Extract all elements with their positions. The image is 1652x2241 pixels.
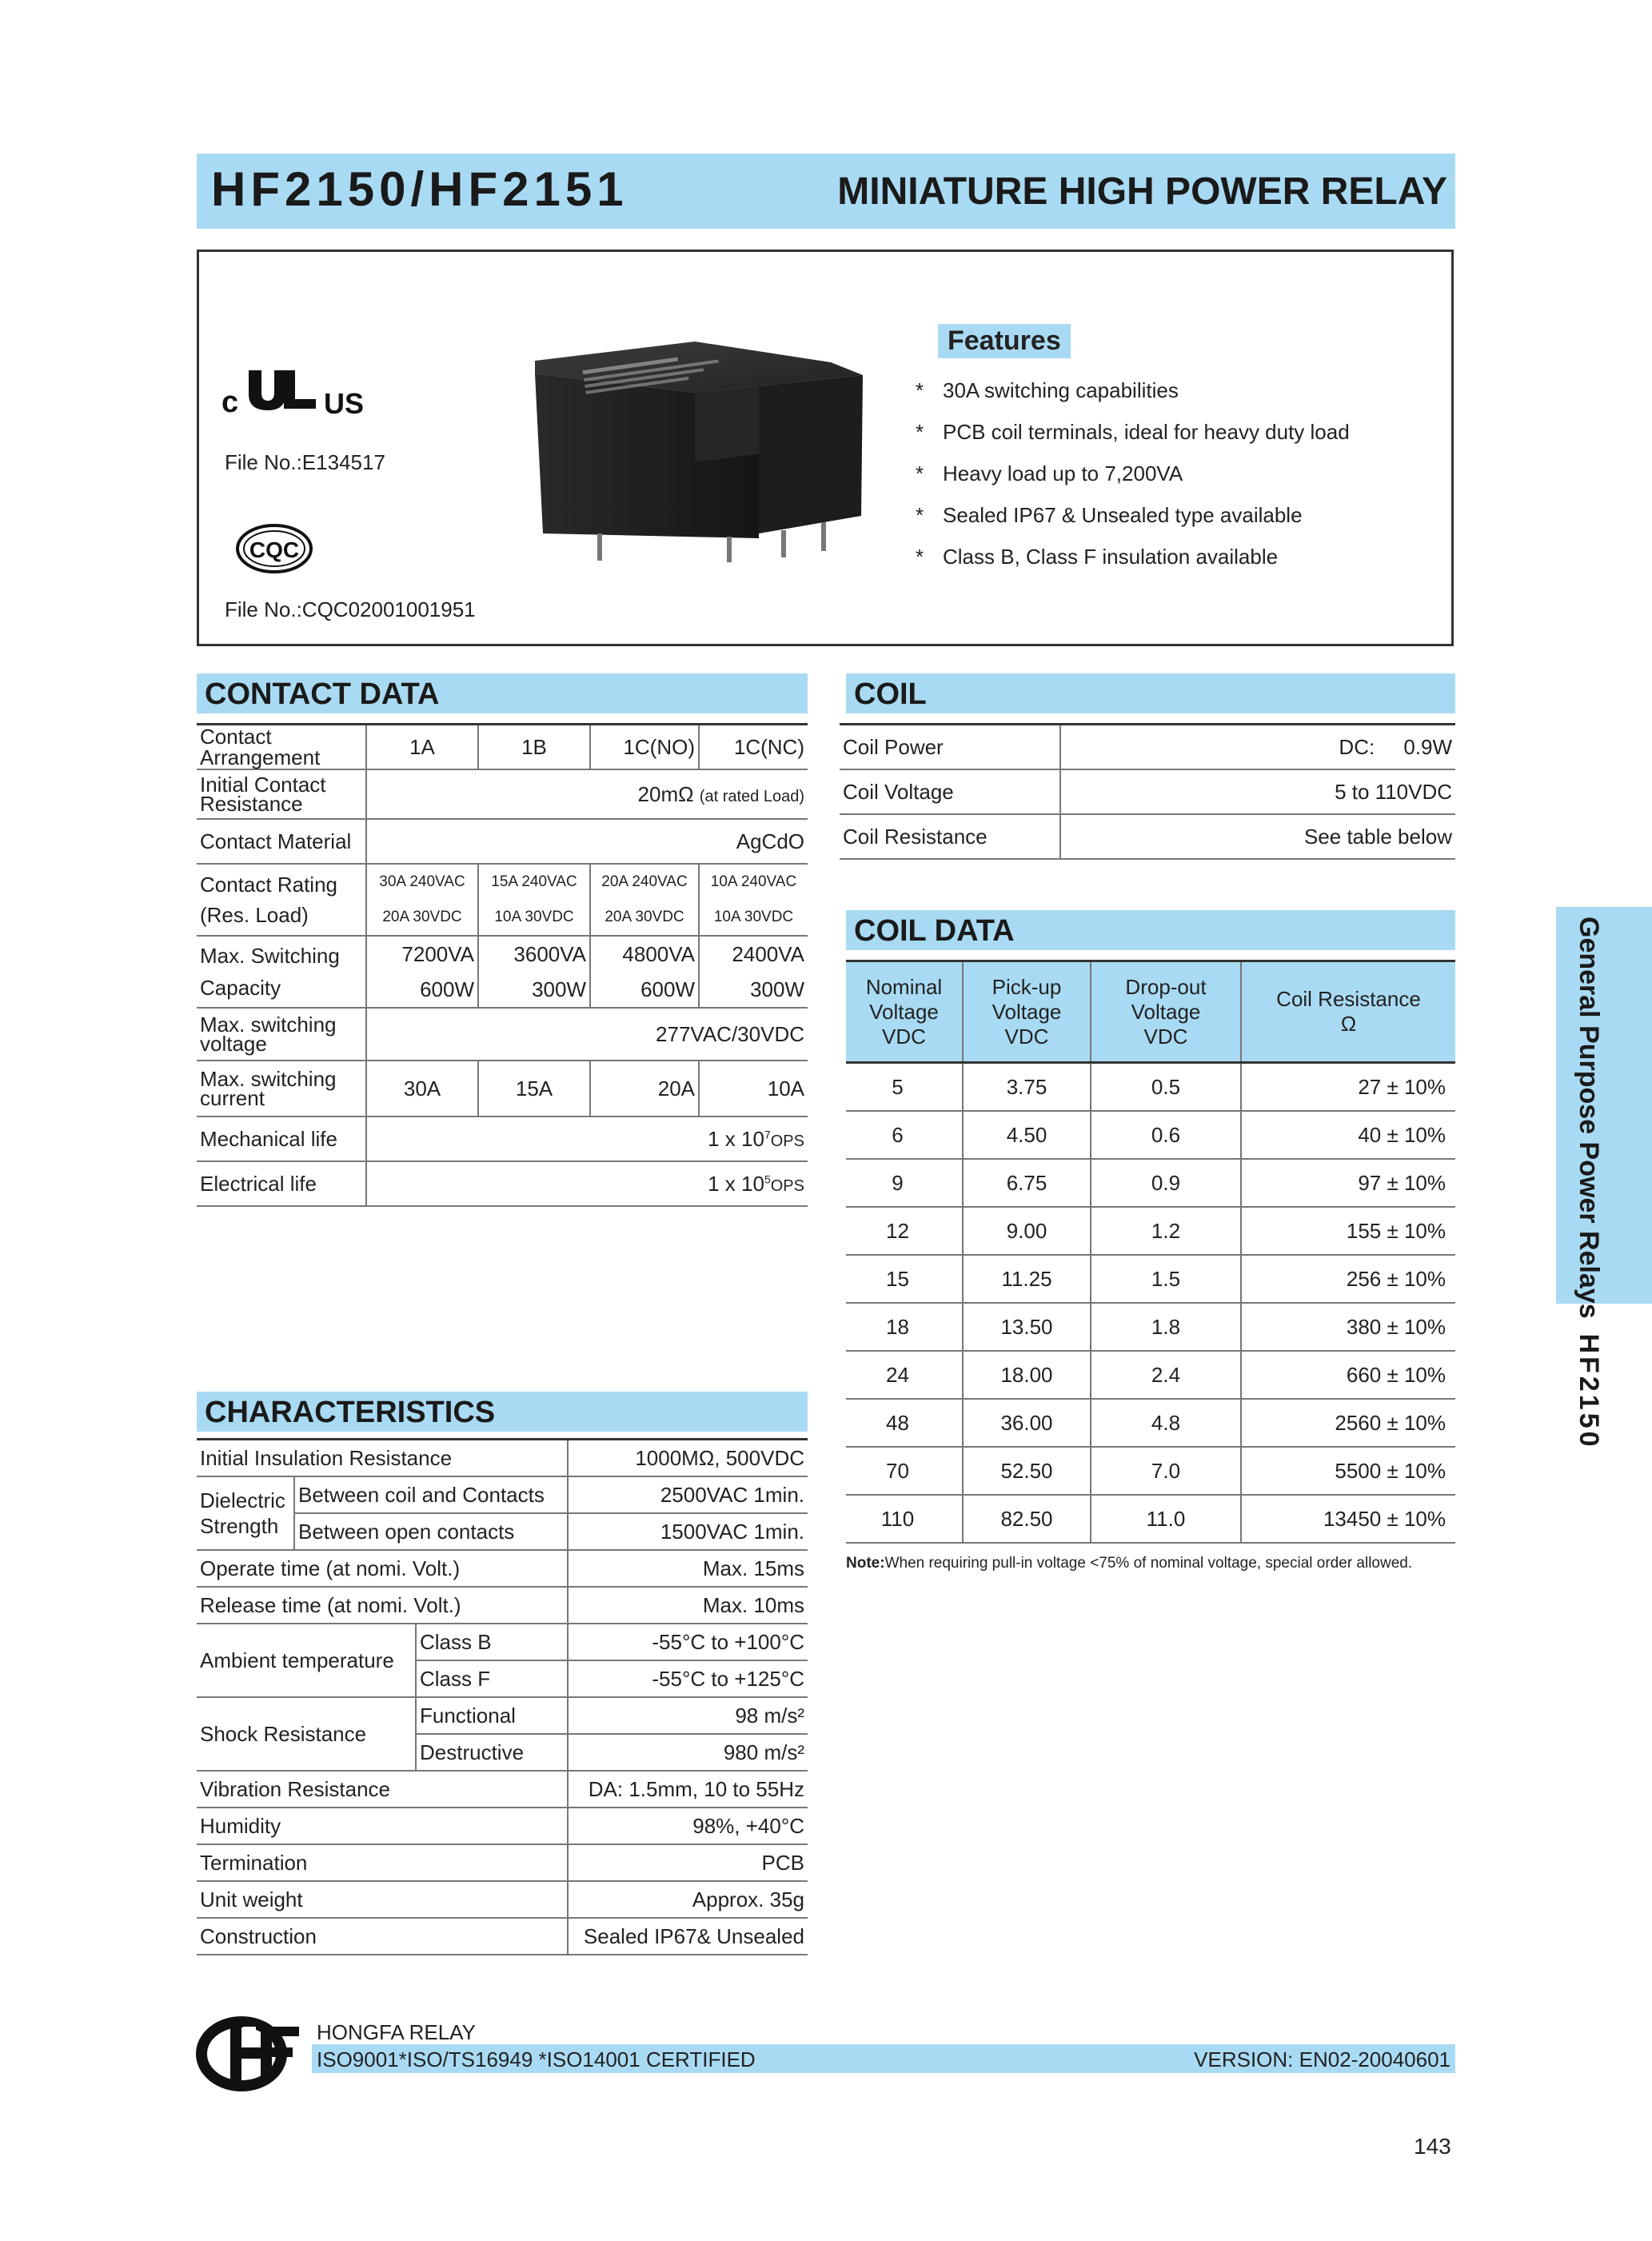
coil-data-cell: 0.6 [1091, 1111, 1241, 1159]
coil-data-cell: 256 ± 10% [1241, 1255, 1455, 1303]
characteristics-header: CHARACTERISTICS [197, 1392, 808, 1432]
feature-item: * Sealed IP67 & Unsealed type available [916, 503, 1303, 527]
feature-item: * PCB coil terminals, ideal for heavy duty load [916, 420, 1350, 444]
coil-data-cell: 27 ± 10% [1241, 1063, 1455, 1112]
coil-data-cell: 52.50 [963, 1447, 1091, 1495]
cqc-icon [234, 522, 314, 575]
coil-data-cell: 11.0 [1091, 1495, 1241, 1543]
coil-data-cell: 13450 ± 10% [1241, 1495, 1455, 1543]
coil-data-cell: 36.00 [963, 1399, 1091, 1447]
coil-data-cell: 155 ± 10% [1241, 1207, 1455, 1255]
coil-data-cell: 24 [846, 1351, 963, 1399]
max-capacity-label: Max. Switching Capacity [197, 936, 366, 1008]
coil-data-row [846, 1351, 1455, 1399]
coil-data-cell: 18 [846, 1303, 963, 1351]
coil-data-cell: 0.5 [1091, 1063, 1241, 1112]
coil-data-cell: 1.8 [1091, 1303, 1241, 1351]
coil-data-cell: 380 ± 10% [1241, 1303, 1455, 1351]
coil-header: COIL [846, 673, 1455, 713]
feature-item: * Class B, Class F insulation available [916, 545, 1279, 569]
ul-mark-c: c [221, 385, 239, 419]
feature-box [197, 250, 1454, 646]
coil-data-cell: 4.50 [963, 1111, 1091, 1159]
coil-data-row [846, 1111, 1455, 1159]
max-current-label: Max. switching current [197, 1061, 366, 1117]
mech-life-label: Mechanical life [197, 1117, 366, 1161]
coil-data-cell: 18.00 [963, 1351, 1091, 1399]
max-voltage-label: Max. switching voltage [197, 1008, 366, 1061]
coil-data-row [846, 1207, 1455, 1255]
coil-data-row [846, 1159, 1455, 1207]
characteristics-table: Initial Insulation Resistance 1000MΩ, 500VDC Dielectric Strength Between coil and Contacts 2500VAC 1min. Between open contacts 1500VAC 1min. Operate time (at nomi. Volt.) Max. 15ms Release time (at nomi. Volt.) Max. 10ms Ambient temperature Class B -55°C to +100°C Class F -55°C to +125°C Shock Resistance Functional 98 m/s² Destructive 980 m/s² Vibration Resistance DA: 1.5mm, 10 to 55Hz Humidity 98%, +40°C Termination PCB Unit weight Approx. 35g Construction Sealed IP67& Unsealed [197, 1438, 808, 1955]
col-pickup: Pick-up Voltage VDC [963, 961, 1091, 1063]
side-tab-text: General Purpose Power Relays HF2150 [1574, 917, 1604, 1450]
coil-note: Note:When requiring pull-in voltage <75% of nominal voltage, special order allowed. [846, 1555, 1413, 1572]
product-title: MINIATURE HIGH POWER RELAY [837, 170, 1447, 213]
contact-arrangement-label: Contact Arrangement [197, 725, 366, 770]
coil-data-cell: 0.9 [1091, 1159, 1241, 1207]
side-tab [1556, 907, 1652, 1450]
coil-data-cell: 110 [846, 1495, 963, 1543]
coil-data-cell: 1.5 [1091, 1255, 1241, 1303]
initial-resistance-label: Initial Contact Resistance [197, 769, 366, 819]
contact-rating-label: Contact Rating (Res. Load) [197, 864, 366, 936]
coil-data-cell: 97 ± 10% [1241, 1159, 1455, 1207]
coil-data-cell: 70 [846, 1447, 963, 1495]
coil-data-row [846, 1303, 1455, 1351]
ul-file-number: File No.:E134517 [225, 450, 385, 474]
feature-item: * Heavy load up to 7,200VA [916, 461, 1183, 485]
contact-data-table: Contact Arrangement 1A 1B 1C(NO) 1C(NC) Initial Contact Resistance 20mΩ (at rated Load) Contact Material AgCdO Contact Rating (Res. Load) 30A 240VAC 20A 30VDC 15A 240VAC 10A 30VDC 20A 240VAC 20A 30VDC 10A 240VAC 10A 30VDC Max. Switching Capacity 7200VA 600W 3600VA 300W 4800VA 600W 2400VA 300W Max. switching voltage 277VAC/30VDC Max. switching current 30A 15A 20A 10A Mechanical life 1 x $10^7OPS$ Electrical life 1 x $10^5OPS$ [197, 723, 808, 1207]
coil-data-cell: 5 [846, 1063, 963, 1112]
version-text: VERSION: EN02-20040601 [1194, 2047, 1450, 2071]
coil-table: Coil Power DC: 0.9W Coil Voltage 5 to 110VDC Coil Resistance See table below [840, 723, 1455, 860]
features-title: Features [938, 324, 1071, 358]
coil-data-cell: 40 ± 10% [1241, 1111, 1455, 1159]
coil-data-cell: 15 [846, 1255, 963, 1303]
coil-data-cell: 3.75 [963, 1063, 1091, 1112]
coil-data-cell: 6.75 [963, 1159, 1091, 1207]
certification-text: ISO9001*ISO/TS16949 *ISO14001 CERTIFIED [317, 2047, 756, 2071]
contact-data-header: CONTACT DATA [197, 673, 808, 713]
col-nominal: Nominal Voltage VDC [846, 961, 963, 1063]
coil-data-cell: 9.00 [963, 1207, 1091, 1255]
coil-data-cell: 82.50 [963, 1495, 1091, 1543]
coil-data-cell: 48 [846, 1399, 963, 1447]
coil-data-cell: 2.4 [1091, 1351, 1241, 1399]
coil-data-row [846, 1063, 1455, 1112]
coil-data-row [846, 1255, 1455, 1303]
col-resistance: Coil Resistance Ω [1241, 961, 1455, 1063]
coil-data-cell: 7.0 [1091, 1447, 1241, 1495]
certification-bar [312, 2044, 1455, 2073]
coil-data-cell: 1.2 [1091, 1207, 1241, 1255]
coil-data-header: COIL DATA [846, 910, 1455, 950]
coil-data-cell: 2560 ± 10% [1241, 1399, 1455, 1447]
coil-data-cell: 9 [846, 1159, 963, 1207]
coil-data-cell: 660 ± 10% [1241, 1351, 1455, 1399]
coil-data-row [846, 1447, 1455, 1495]
relay-photo [527, 342, 903, 573]
feature-item: * 30A switching capabilities [916, 378, 1179, 402]
ul-mark-us: US [324, 387, 365, 420]
ul-recognized-icon [221, 356, 365, 420]
coil-data-table [846, 960, 1455, 1544]
coil-data-row [846, 1495, 1455, 1543]
company-name: HONGFA RELAY [317, 2020, 476, 2044]
coil-data-cell: 13.50 [963, 1303, 1091, 1351]
title-bar [197, 154, 1455, 229]
coil-data-cell: 5500 ± 10% [1241, 1447, 1455, 1495]
cqc-file-number: File No.:CQC02001001951 [225, 597, 476, 621]
col-dropout: Drop-out Voltage VDC [1091, 961, 1241, 1063]
coil-data-cell: 6 [846, 1111, 963, 1159]
coil-data-cell: 4.8 [1091, 1399, 1241, 1447]
contact-material-label: Contact Material [197, 819, 366, 864]
coil-data-cell: 11.25 [963, 1255, 1091, 1303]
hongfa-logo-icon [195, 2015, 304, 2092]
cqc-mark: CQC [249, 537, 300, 562]
coil-data-cell: 12 [846, 1207, 963, 1255]
coil-data-row [846, 1399, 1455, 1447]
page-number: 143 [1414, 2134, 1451, 2159]
elec-life-label: Electrical life [197, 1161, 366, 1206]
model-title: HF2150/HF2151 [211, 162, 628, 216]
